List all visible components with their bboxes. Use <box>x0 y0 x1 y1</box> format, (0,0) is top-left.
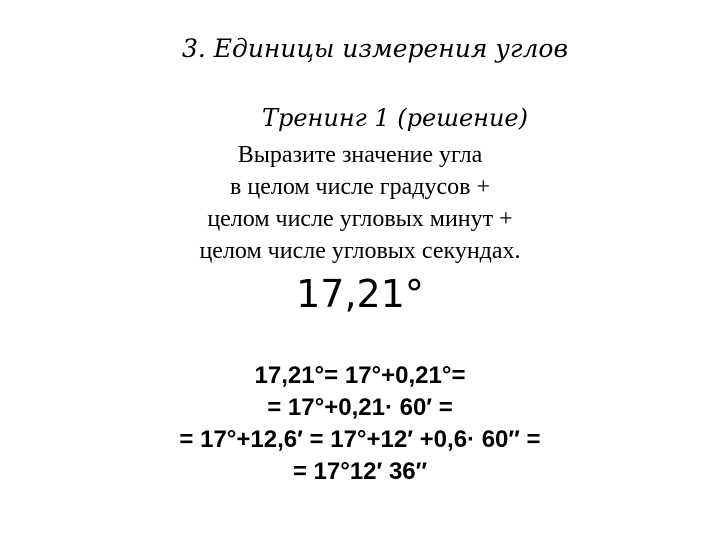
solution-block <box>0 360 720 488</box>
task-line: целом числе угловых секундах. <box>199 238 521 264</box>
task-line: в целом числе градусов + <box>230 174 490 200</box>
slide-title: 3. Единицы измерения углов <box>181 34 569 63</box>
solution-line: 17,21°= 17°+0,21°= <box>254 362 466 389</box>
solution-line: = 17°12′ 36″ <box>292 458 428 485</box>
task-line: Выразите значение угла <box>237 142 483 168</box>
task-text <box>0 139 720 267</box>
task-line: целом числе угловых минут + <box>207 206 513 232</box>
slide-subtitle: Тренинг 1 (решение) <box>261 104 528 132</box>
solution-line: = 17°+12,6′ = 17°+12′ +0,6· 60″ = <box>179 426 541 453</box>
angle-value: 17,21° <box>296 272 424 316</box>
solution-line: = 17°+0,21· 60′ = <box>267 394 453 421</box>
